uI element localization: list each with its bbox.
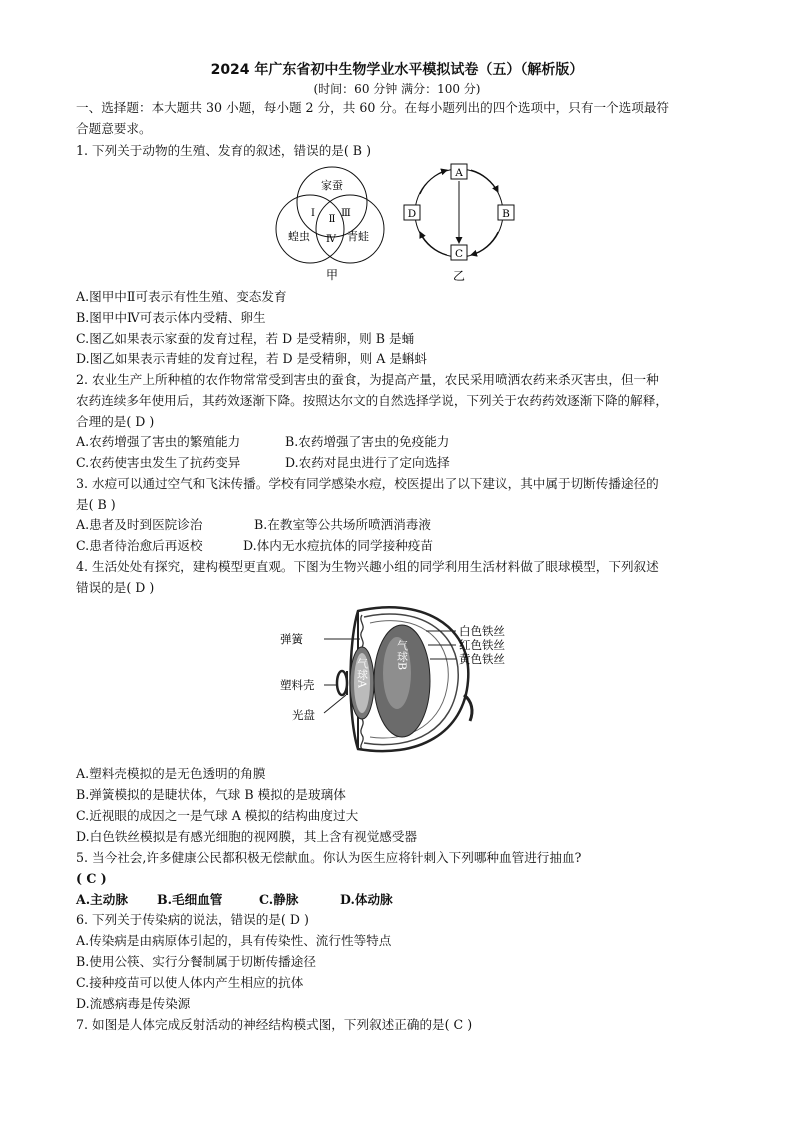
q2-stem-1: 2. 农业生产上所种植的农作物常常受到害虫的蚕食，为提高产量，农民采用喷洒农药来杀灭害虫，但一种 [76, 372, 659, 387]
q2-option-b: B.农药增强了害虫的免疫能力 [285, 434, 450, 449]
q3-stem-1: 3. 水痘可以通过空气和飞沫传播。学校有同学感染水痘，校医提出了以下建议，其中属于切断传播途径的 [76, 476, 659, 491]
q6-option-a: A.传染病是由病原体引起的，具有传染性、流行性等特点 [76, 933, 392, 948]
q4-option-d: D.白色铁丝模拟是有感光细胞的视网膜，其上含有视觉感受器 [76, 829, 418, 844]
q4-stem-2: 错误的是( D ) [76, 580, 155, 595]
cycle-label-d: D [407, 208, 417, 220]
eye-label-spring: 弹簧 [280, 632, 303, 646]
cycle-arrow-d-to-a [420, 170, 447, 194]
page-title: 2024 年广东省初中生物学业水平模拟试卷（五）（解析版） [210, 62, 584, 78]
eye-label-balloon-a: 气球A [355, 658, 369, 688]
q7-stem: 7. 如图是人体完成反射活动的神经结构模式图，下列叙述正确的是( C ) [76, 1017, 473, 1032]
q1-stem: 1. 下列关于动物的生殖、发育的叙述，错误的是( B ) [76, 143, 371, 158]
cycle-arrow-b-to-c [471, 232, 498, 255]
q6-stem: 6. 下列关于传染病的说法，错误的是( D ) [76, 912, 309, 927]
q1-cycle-diagram [398, 162, 523, 284]
q4-option-c: C.近视眼的成因之一是气球 A 模拟的结构曲度过大 [76, 808, 359, 823]
leader-disc [324, 695, 346, 713]
q2-stem-3: 合理的是( D ) [76, 414, 155, 429]
section-instructions-2: 合题意要求。 [76, 121, 152, 136]
q5-stem: 5. 当今社会,许多健康公民都积极无偿献血。你认为医生应将针刺入下列哪种血管进行抽血? [76, 850, 582, 865]
venn-circle-silkworm [297, 167, 367, 237]
q2-option-d: D.农药对昆虫进行了定向选择 [285, 455, 450, 470]
q6-option-b: B.使用公筷、实行分餐制属于切断传播途径 [76, 954, 316, 969]
venn-label-locust: 蝗虫 [288, 230, 310, 243]
eye-label-shell: 塑料壳 [280, 678, 315, 692]
q4-option-b: B.弹簧模拟的是睫状体，气球 B 模拟的是玻璃体 [76, 787, 346, 802]
q3-stem-2: 是( B ) [76, 497, 116, 512]
q5-option-d: D.体动脉 [340, 892, 393, 907]
q1-option-c: C.图乙如果表示家蚕的发育过程，若 D 是受精卵，则 B 是蛹 [76, 331, 415, 346]
venn-region-2: Ⅱ [328, 214, 336, 225]
venn-region-1: Ⅰ [311, 208, 315, 219]
cycle-caption: 乙 [452, 269, 466, 283]
eye-label-white-wire: 白色铁丝 [459, 624, 505, 638]
eye-label-yellow-wire: 黄色铁丝 [459, 652, 505, 666]
q1-venn-diagram [270, 164, 390, 284]
q5-option-a: A.主动脉 [76, 892, 128, 907]
page-subtitle: (时间：60 分钟 满分：100 分) [313, 82, 481, 96]
q2-stem-2: 农药连续多年使用后，其药效逐渐下降。按照达尔文的自然选择学说，下列关于农药药效逐渐下降的解释， [76, 393, 668, 408]
eye-label-red-wire: 红色铁丝 [459, 638, 505, 652]
section-instructions-1: 一、选择题：本大题共 30 小题，每小题 2 分，共 60 分。在每小题列出的四个选项中，只有一个选项最符 [76, 100, 670, 115]
q3-option-b: B.在教室等公共场所喷洒消毒液 [254, 517, 431, 532]
q5-answer: ( C ) [76, 871, 107, 886]
q1-option-a: A.图甲中Ⅱ可表示有性生殖、变态发育 [76, 289, 287, 304]
q6-option-c: C.接种疫苗可以使人体内产生相应的抗体 [76, 975, 304, 990]
q3-option-a: A.患者及时到医院诊治 [76, 517, 203, 532]
plastic-shell-shape [337, 671, 347, 695]
venn-label-frog: 青蛙 [347, 230, 369, 243]
cycle-label-a: A [455, 167, 463, 179]
q5-option-c: C.静脉 [259, 892, 299, 907]
q1-option-d: D.图乙如果表示青蛙的发育过程，若 D 是受精卵，则 A 是蝌蚪 [76, 351, 428, 366]
cycle-arrow-a-to-b [471, 170, 498, 192]
q1-option-b: B.图甲中Ⅳ可表示体内受精、卵生 [76, 310, 266, 325]
q2-option-a: A.农药增强了害虫的繁殖能力 [76, 434, 241, 449]
q4-eye-model-diagram [278, 603, 528, 758]
venn-caption: 甲 [325, 268, 339, 282]
q4-stem-1: 4. 生活处处有探究，建构模型更直观。下图为生物兴趣小组的同学利用生活材料做了眼球模型，下列叙述 [76, 559, 659, 574]
q4-option-a: A.塑料壳模拟的是无色透明的角膜 [76, 766, 266, 781]
venn-region-4: Ⅳ [326, 234, 336, 245]
cycle-label-b: B [502, 208, 510, 220]
q3-option-c: C.患者待治愈后再返校 [76, 538, 203, 553]
cycle-arrow-c-to-d [420, 232, 447, 255]
q2-option-c: C.农药使害虫发生了抗药变异 [76, 455, 241, 470]
eye-label-balloon-b: 气球B [395, 639, 409, 671]
venn-region-3: Ⅲ [341, 208, 351, 219]
q6-option-d: D.流感病毒是传染源 [76, 996, 191, 1011]
cycle-label-c: C [454, 248, 464, 260]
venn-label-silkworm: 家蚕 [321, 179, 343, 192]
q3-option-d: D.体内无水痘抗体的同学接种疫苗 [243, 538, 433, 553]
eye-label-disc: 光盘 [292, 708, 315, 722]
q5-option-b: B.毛细血管 [157, 892, 223, 907]
venn-circle-frog [316, 195, 384, 263]
